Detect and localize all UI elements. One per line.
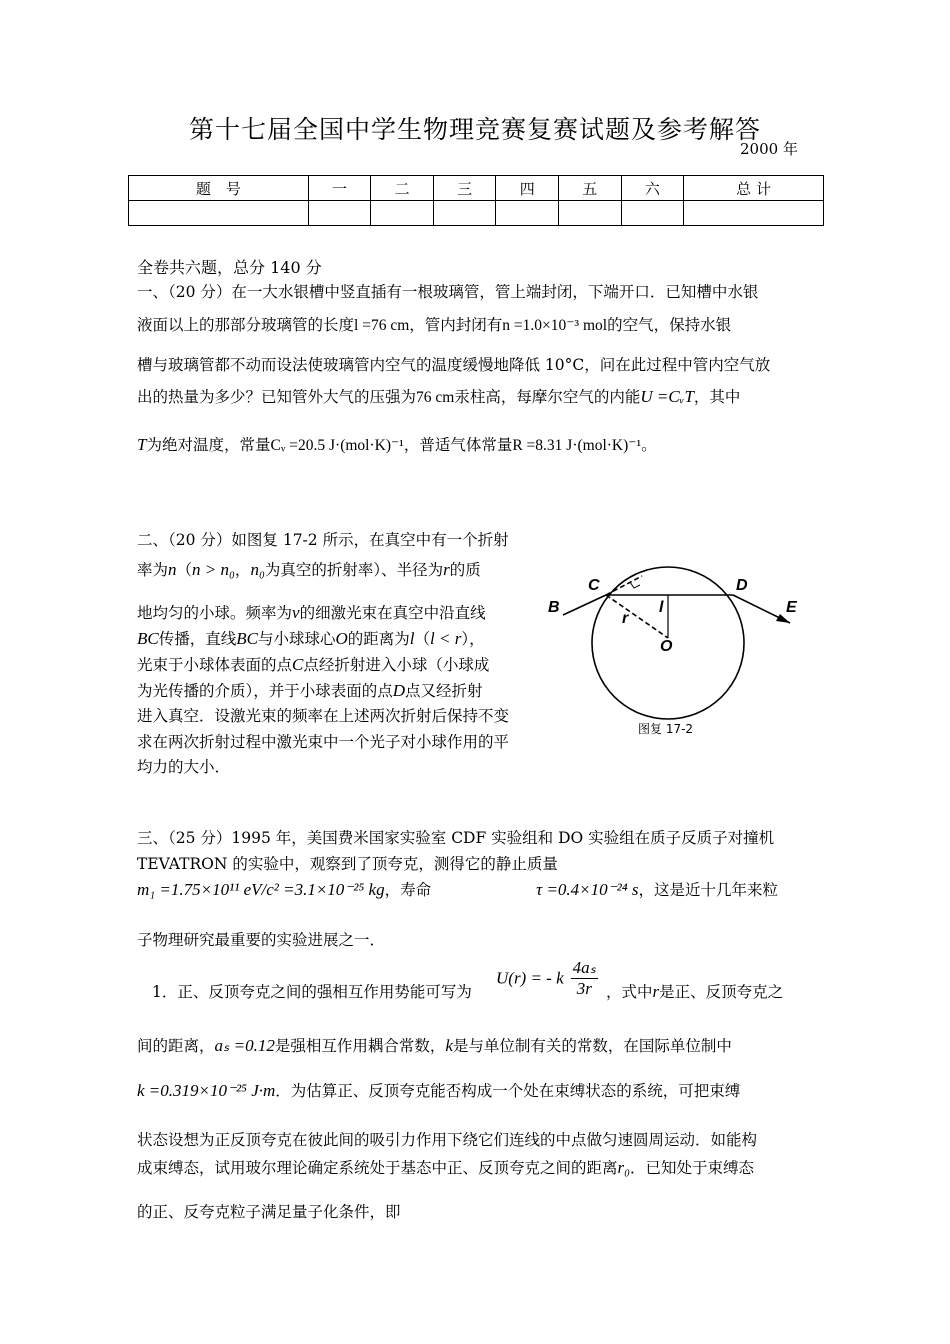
score-cell bbox=[496, 201, 559, 226]
right-angle-mark bbox=[630, 582, 640, 588]
score-cell bbox=[129, 201, 309, 226]
page-title: 第十七届全国中学生物理竞赛复赛试题及参考解答 bbox=[188, 115, 761, 144]
q2-line-4: BC传播，直线BC与小球球心O的距离为l（l < r）， bbox=[137, 629, 485, 648]
q1-line-2: 液面以上的那部分玻璃管的长度l =76 cm，管内封闭有n =1.0×10⁻³ mol的空气，保持水银 bbox=[137, 316, 732, 334]
label-b: B bbox=[548, 599, 560, 616]
q3-part1-line-1: 1．正、反顶夸克之间的强相互作用势能可写为 bbox=[152, 983, 472, 1001]
q1-eq-cv: Cᵥ =20.5 J·(mol·K)⁻¹ bbox=[270, 437, 404, 454]
label-d: D bbox=[736, 577, 748, 594]
score-header-cell: 题 号 bbox=[129, 176, 309, 201]
summary-text: 全卷共六题，总分 140 分 bbox=[137, 258, 322, 277]
score-table-blank-row bbox=[129, 201, 824, 226]
score-cell bbox=[559, 201, 622, 226]
q3-line-2: TEVATRON 的实验中，观察到了顶夸克，测得它的静止质量 bbox=[137, 855, 558, 873]
q2-line-7: 进入真空．设激光束的频率在上述两次折射后保持不变 bbox=[137, 707, 510, 725]
q2-line-8: 求在两次折射过程中激光束中一个光子对小球作用的平 bbox=[137, 733, 510, 751]
score-cell bbox=[371, 201, 434, 226]
figure-17-2 bbox=[538, 548, 808, 748]
q3-part1-line-1b: ，式中r是正、反顶夸克之 bbox=[606, 982, 784, 1001]
score-header-cell: 四 bbox=[496, 176, 559, 201]
q2-line-9: 均力的大小． bbox=[137, 758, 231, 776]
year-label: 2000 年 bbox=[740, 140, 798, 158]
q1-line-4: 出的热量为多少？已知管外大气的压强为76 cm汞柱高，每摩尔空气的内能U =CᵥT，其中 bbox=[137, 387, 741, 406]
q3-line-4: 子物理研究最重要的实验进展之一． bbox=[137, 931, 386, 949]
ray-bc bbox=[563, 595, 606, 615]
score-header-cell: 五 bbox=[559, 176, 622, 201]
q2-line-1: 二、（20 分）如图复 17-2 所示，在真空中有一个折射 bbox=[137, 531, 509, 549]
q2-line-6: 为光传播的介质），并于小球表面的点D点又经折射 bbox=[137, 681, 483, 700]
score-header-cell: 总 计 bbox=[684, 176, 824, 201]
q1-line-3: 槽与玻璃管都不动而设法使玻璃管内空气的温度缓慢地降低 10°C，问在此过程中管内空气放 bbox=[137, 356, 771, 374]
q3-part1-line-6: 的正、反夸克粒子满足量子化条件，即 bbox=[137, 1203, 401, 1221]
score-cell bbox=[621, 201, 684, 226]
q3-part1-line-2: 间的距离，aₛ =0.12是强相互作用耦合常数，k是与单位制有关的常数，在国际单位制中 bbox=[137, 1036, 732, 1055]
q3-potential-formula: U(r) = - k $\frac{\text{4aₛ}}{3r}$ bbox=[496, 958, 596, 998]
label-l: l bbox=[659, 599, 664, 616]
score-header-cell: 六 bbox=[621, 176, 684, 201]
q3-part1-line-5: 成束缚态，试用玻尔理论确定系统处于基态中正、反顶夸克之间的距离r₀．已知处于束缚态 bbox=[137, 1158, 755, 1177]
score-cell bbox=[433, 201, 496, 226]
q3-part1-line-3: k =0.319×10⁻²⁵ J·m．为估算正、反顶夸克能否构成一个处在束缚状态的系统，可把束缚 bbox=[137, 1081, 741, 1100]
score-header-cell: 二 bbox=[371, 176, 434, 201]
q3-line-3: m₁ =1.75×10¹¹ eV/c² =3.1×10⁻²⁵ kg，寿命 τ =0.4×10⁻²⁴ s，这是近十几年来粒 bbox=[137, 880, 778, 899]
q1-eq-moles: n =1.0×10⁻³ mol bbox=[502, 317, 608, 334]
q3-eq-lifetime: τ =0.4×10⁻²⁴ s bbox=[536, 880, 639, 899]
q1-line-1: 一、（20 分）在一大水银槽中竖直插有一根玻璃管，管上端封闭，下端开口．已知槽中水银 bbox=[137, 283, 759, 301]
score-header-cell: 一 bbox=[308, 176, 371, 201]
q2-line-5: 光束于小球体表面的点C点经折射进入小球（小球成 bbox=[137, 655, 490, 674]
q2-line-2: 率为n（n > n₀，n₀为真空的折射率）、半径为r的质 bbox=[137, 560, 481, 579]
figure-caption: 图复 17-2 bbox=[638, 722, 694, 736]
q1-eq-energy: U =CᵥT bbox=[640, 387, 694, 406]
q2-line-3: 地均匀的小球。频率为ν的细激光束在真空中沿直线 bbox=[137, 603, 486, 622]
label-r: r bbox=[622, 610, 629, 627]
score-cell bbox=[308, 201, 371, 226]
score-table-header-row bbox=[129, 176, 824, 201]
label-e: E bbox=[786, 599, 797, 616]
q1-line-5: T为绝对温度，常量Cᵥ =20.5 J·(mol·K)⁻¹，普适气体常量R =8.31 J·(mol·K)⁻¹。 bbox=[137, 435, 657, 454]
score-cell bbox=[684, 201, 824, 226]
label-o: O bbox=[660, 638, 673, 655]
q3-part1-line-4: 状态设想为正反顶夸克在彼此间的吸引力作用下绕它们连线的中点做匀速圆周运动．如能构 bbox=[137, 1131, 758, 1149]
q3-eq-mass: m₁ =1.75×10¹¹ eV/c² =3.1×10⁻²⁵ kg bbox=[137, 880, 385, 899]
label-c: C bbox=[588, 577, 600, 594]
score-header-cell: 三 bbox=[433, 176, 496, 201]
q1-eq-length: l =76 cm bbox=[354, 317, 410, 334]
q1-eq-r: R =8.31 J·(mol·K)⁻¹ bbox=[512, 437, 642, 454]
q1-eq-pressure: 76 cm bbox=[416, 389, 455, 406]
q3-line-1: 三、（25 分）1995 年，美国费米国家实验室 CDF 实验组和 DO 实验组在质子反质子对撞机 bbox=[137, 829, 775, 847]
score-table bbox=[128, 175, 824, 226]
